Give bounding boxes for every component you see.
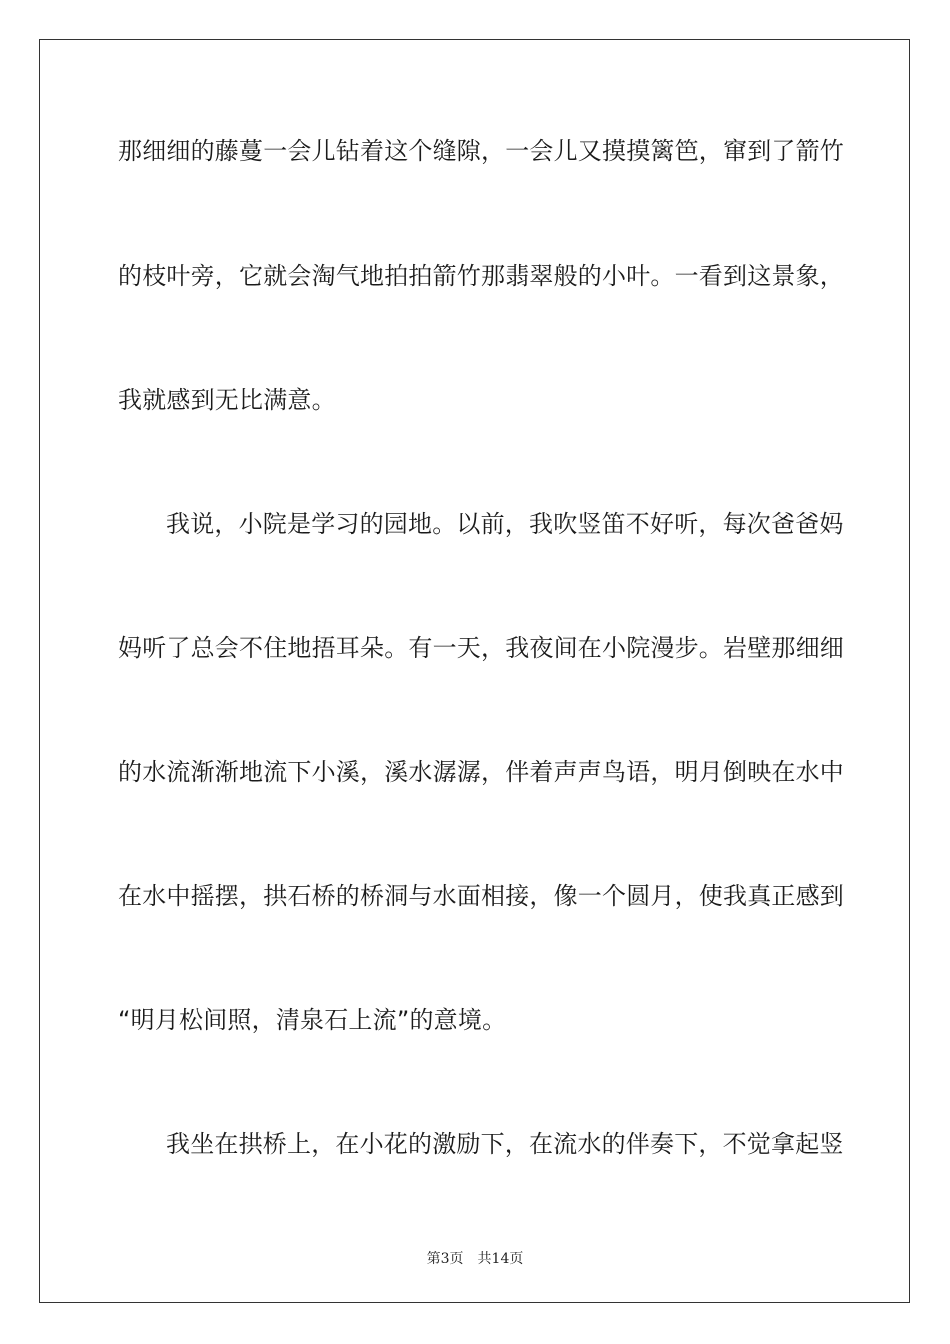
paragraph-first-line: 我坐在拱桥上，在小花的激励下，在流水的伴奏下，不觉拿起竖 bbox=[166, 1130, 844, 1158]
paragraph-first-line: 我说，小院是学习的园地。以前，我吹竖笛不好听，每次爸爸妈 bbox=[166, 510, 844, 538]
text-line: 的枝叶旁，它就会淘气地拍拍箭竹那翡翠般的小叶。一看到这景象， bbox=[118, 262, 844, 290]
page-total: 共14页 bbox=[477, 1251, 524, 1267]
page-number: 第3页 bbox=[426, 1251, 464, 1267]
text-line: 在水中摇摆，拱石桥的桥洞与水面相接，像一个圆月，使我真正感到 bbox=[118, 882, 844, 910]
page-border bbox=[39, 39, 910, 1303]
page-footer bbox=[0, 1248, 950, 1268]
text-line: 我就感到无比满意。 bbox=[118, 386, 336, 414]
text-line: “明月松间照，清泉石上流”的意境。 bbox=[118, 1006, 507, 1034]
text-line: 的水流渐渐地流下小溪，溪水潺潺，伴着声声鸟语，明月倒映在水中 bbox=[118, 758, 844, 786]
text-line: 妈听了总会不住地捂耳朵。有一天，我夜间在小院漫步。岩壁那细细 bbox=[118, 634, 844, 662]
text-line: 那细细的藤蔓一会儿钻着这个缝隙，一会儿又摸摸篱笆，窜到了箭竹 bbox=[118, 137, 844, 165]
